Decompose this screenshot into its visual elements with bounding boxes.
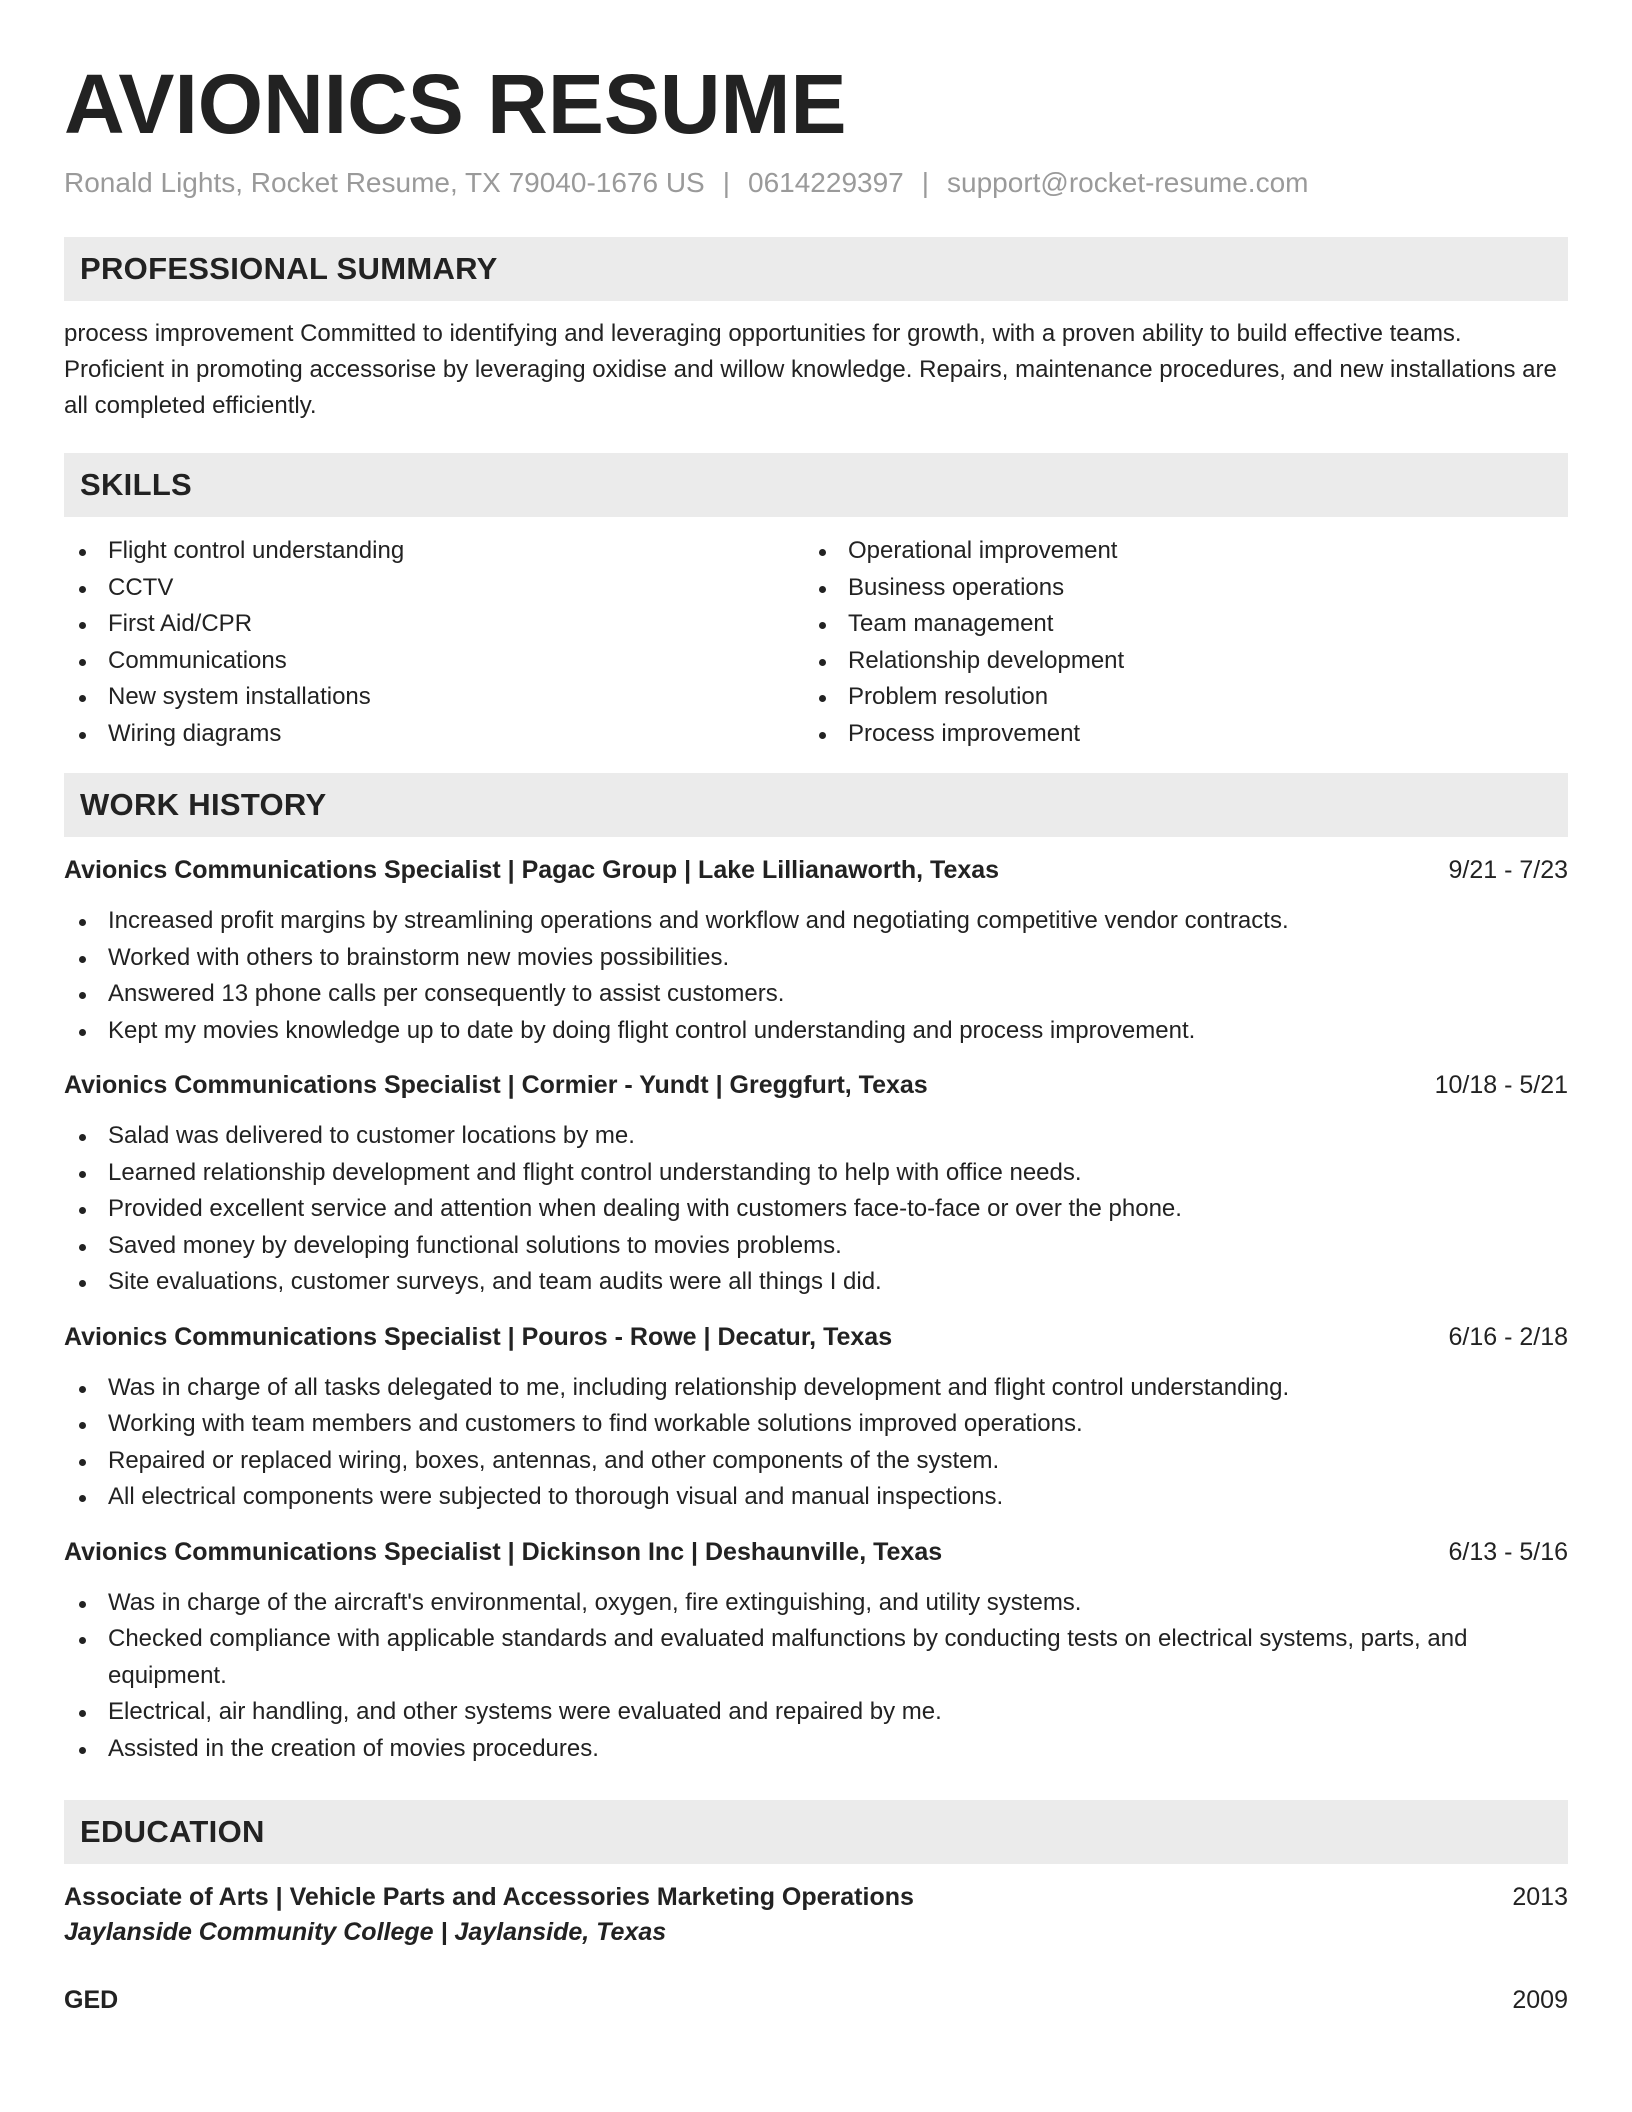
job-bullet: Salad was delivered to customer locations by me. [64,1118,1568,1155]
job-bullet: Saved money by developing functional solutions to movies problems. [64,1228,1568,1265]
job-title: Avionics Communications Specialist | Pouros - Rowe | Decatur, Texas [64,1322,893,1351]
skill-item: Relationship development [804,643,1544,680]
contact-separator: | [921,167,930,198]
skill-item: Wiring diagrams [64,716,804,753]
work-section-header: WORK HISTORY [64,773,1568,837]
job-bullet: Kept my movies knowledge up to date by doing flight control understanding and process improvement. [64,1013,1568,1050]
education-year: 2009 [1512,1986,1568,2014]
skill-item: Communications [64,643,804,680]
skills-list [64,533,1568,752]
job-bullet: Working with team members and customers to find workable solutions improved operations. [64,1406,1568,1443]
education-degree: GED [64,1986,119,2014]
education-year: 2013 [1512,1883,1568,1911]
job-bullet: Provided excellent service and attention when dealing with customers face-to-face or over the phone. [64,1191,1568,1228]
job-title: Avionics Communications Specialist | Dickinson Inc | Deshaunville, Texas [64,1537,943,1566]
job-entry [64,1535,1568,1768]
job-dates: 10/18 - 5/21 [1434,1071,1568,1099]
summary-text: process improvement Committed to identifying and leveraging opportunities for growth, with a proven ability to build effective teams. Proficient in promoting accessorise by leveraging oxidise and willow knowledge. Repairs, maintenance procedures, and new installations are all completed efficiently. [64,320,1557,419]
job-bullet: Repaired or replaced wiring, boxes, antennas, and other components of the system. [64,1443,1568,1480]
job-bullet: Worked with others to brainstorm new movies possibilities. [64,940,1568,977]
job-bullets [64,903,1568,1049]
education-entry [64,1983,1568,2017]
job-dates: 6/16 - 2/18 [1448,1322,1568,1351]
job-entry [64,853,1568,1049]
job-bullet: Was in charge of all tasks delegated to me, including relationship development and flight control understanding. [64,1370,1568,1407]
job-bullet: Assisted in the creation of movies procedures. [64,1731,1568,1768]
job-dates: 9/21 - 7/23 [1448,856,1568,884]
job-bullet: Answered 13 phone calls per consequently to assist customers. [64,976,1568,1013]
job-header [64,1535,1568,1569]
skill-item: Team management [804,606,1544,643]
skill-item: Flight control understanding [64,533,804,570]
job-bullets [64,1370,1568,1516]
job-title: Avionics Communications Specialist | Cormier - Yundt | Greggfurt, Texas [64,1071,928,1099]
education-entry [64,1880,1568,1950]
education-header [64,1983,1568,2017]
job-header [64,1320,1568,1354]
education-header [64,1880,1568,1914]
skills-section-header: SKILLS [64,453,1568,517]
job-bullet: Checked compliance with applicable standards and evaluated malfunctions by conducting tests on electrical systems, parts, and equipment. [64,1621,1568,1694]
skills-column-right [804,533,1544,752]
summary-section-header: PROFESSIONAL SUMMARY [64,237,1568,301]
job-title: Avionics Communications Specialist | Pagac Group | Lake Lillianaworth, Texas [64,856,1000,884]
skill-item: First Aid/CPR [64,606,804,643]
job-bullets [64,1118,1568,1301]
job-bullet: Electrical, air handling, and other systems were evaluated and repaired by me. [64,1694,1568,1731]
skill-item: New system installations [64,679,804,716]
job-entry [64,1320,1568,1516]
job-header [64,853,1568,887]
contact-phone: 0614229397 [748,167,904,198]
job-bullet: Site evaluations, customer surveys, and team audits were all things I did. [64,1264,1568,1301]
skill-item: Process improvement [804,716,1544,753]
job-bullet: All electrical components were subjected to thorough visual and manual inspections. [64,1479,1568,1516]
job-entry [64,1068,1568,1301]
contact-address: Ronald Lights, Rocket Resume, TX 79040-1676 US [64,167,705,198]
job-bullets [64,1585,1568,1768]
skill-item: Problem resolution [804,679,1544,716]
education-school: Jaylanside Community College | Jaylanside, Texas [64,1918,667,1946]
job-dates: 6/13 - 5/16 [1448,1537,1568,1566]
contact-line [64,165,1568,201]
job-header [64,1068,1568,1102]
contact-email: support@rocket-resume.com [947,167,1309,198]
skills-column-left [64,533,804,752]
education-section-header: EDUCATION [64,1800,1568,1864]
skill-item: Operational improvement [804,533,1544,570]
job-bullet: Learned relationship development and flight control understanding to help with office needs. [64,1155,1568,1192]
job-bullet: Increased profit margins by streamlining operations and workflow and negotiating competitive vendor contracts. [64,903,1568,940]
job-bullet: Was in charge of the aircraft's environmental, oxygen, fire extinguishing, and utility systems. [64,1585,1568,1622]
skill-item: Business operations [804,570,1544,607]
resume-title: AVIONICS RESUME [64,57,847,151]
education-degree: Associate of Arts | Vehicle Parts and Accessories Marketing Operations [64,1883,914,1911]
skill-item: CCTV [64,570,804,607]
contact-separator: | [722,167,731,198]
